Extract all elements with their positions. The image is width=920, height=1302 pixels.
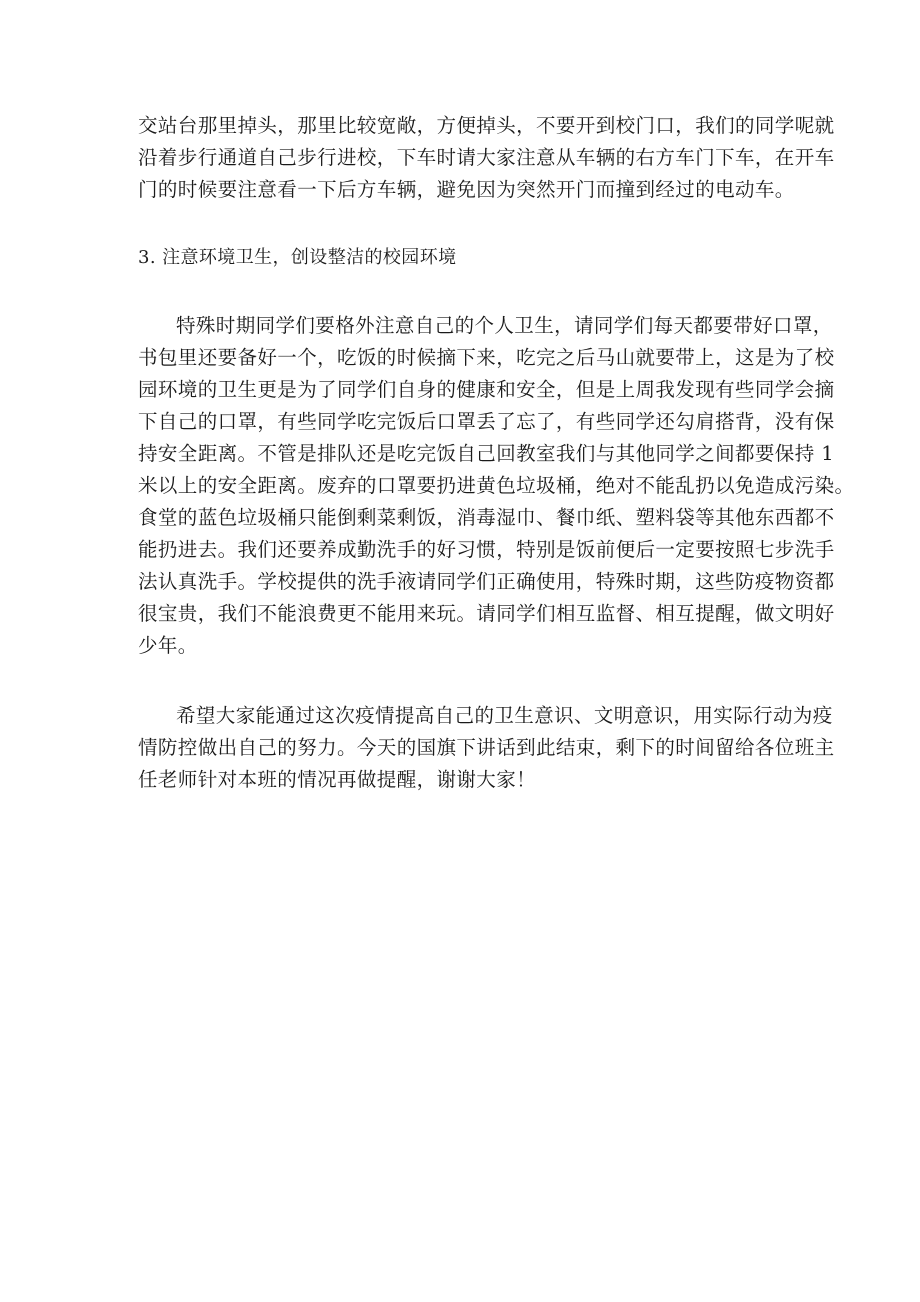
text-line: 交站台那里掉头，那里比较宽敞，方便掉头，不要开到校门口，我们的同学呢就 <box>138 114 835 137</box>
text-line: 能扔进去。我们还要养成勤洗手的好习惯，特别是饭前便后一定要按照七步洗手 <box>138 538 835 561</box>
text-line: 米以上的安全距离。废弃的口罩要扔进黄色垃圾桶，绝对不能乱扔以免造成污染。 <box>138 474 855 497</box>
text-line: 沿着步行通道自己步行进校，下车时请大家注意从车辆的右方车门下车，在开车 <box>138 146 835 169</box>
text-line: 少年。 <box>138 634 198 657</box>
text-line: 园环境的卫生更是为了同学们自身的健康和安全，但是上周我发现有些同学会摘 <box>138 378 835 401</box>
text-line: 法认真洗手。学校提供的洗手液请同学们正确使用，特殊时期，这些防疫物资都 <box>138 570 835 593</box>
text-line: 任老师针对本班的情况再做提醒，谢谢大家！ <box>138 768 537 791</box>
text-line: 书包里还要备好一个，吃饭的时候摘下来，吃完之后马山就要带上，这是为了校 <box>138 346 835 369</box>
text-line: 情防控做出自己的努力。今天的国旗下讲话到此结束，剩下的时间留给各位班主 <box>138 736 835 759</box>
text-line: 下自己的口罩，有些同学吃完饭后口罩丢了忘了，有些同学还勾肩搭背，没有保 <box>138 410 835 433</box>
text-line: 食堂的蓝色垃圾桶只能倒剩菜剩饭，消毒湿巾、餐巾纸、塑料袋等其他东西都不 <box>138 506 835 529</box>
paragraph-hygiene <box>138 310 855 662</box>
text-line: 持安全距离。不管是排队还是吃完饭自己回教室我们与其他同学之间都要保持 1 <box>138 442 835 465</box>
text-line: 特殊时期同学们要格外注意自己的个人卫生，请同学们每天都要带好口罩， <box>176 314 833 337</box>
text-line: 很宝贵，我们不能浪费更不能用来玩。请同学们相互监督、相互提醒，做文明好 <box>138 602 835 625</box>
paragraph-closing <box>138 700 835 796</box>
document-page <box>138 110 855 796</box>
text-line: 希望大家能通过这次疫情提高自己的卫生意识、文明意识，用实际行动为疫 <box>176 704 833 727</box>
paragraph-traffic <box>138 110 835 206</box>
section-heading: 3. 注意环境卫生，创设整洁的校园环境 <box>138 247 457 268</box>
text-line: 门的时候要注意看一下后方车辆，避免因为突然开门而撞到经过的电动车。 <box>138 178 795 201</box>
